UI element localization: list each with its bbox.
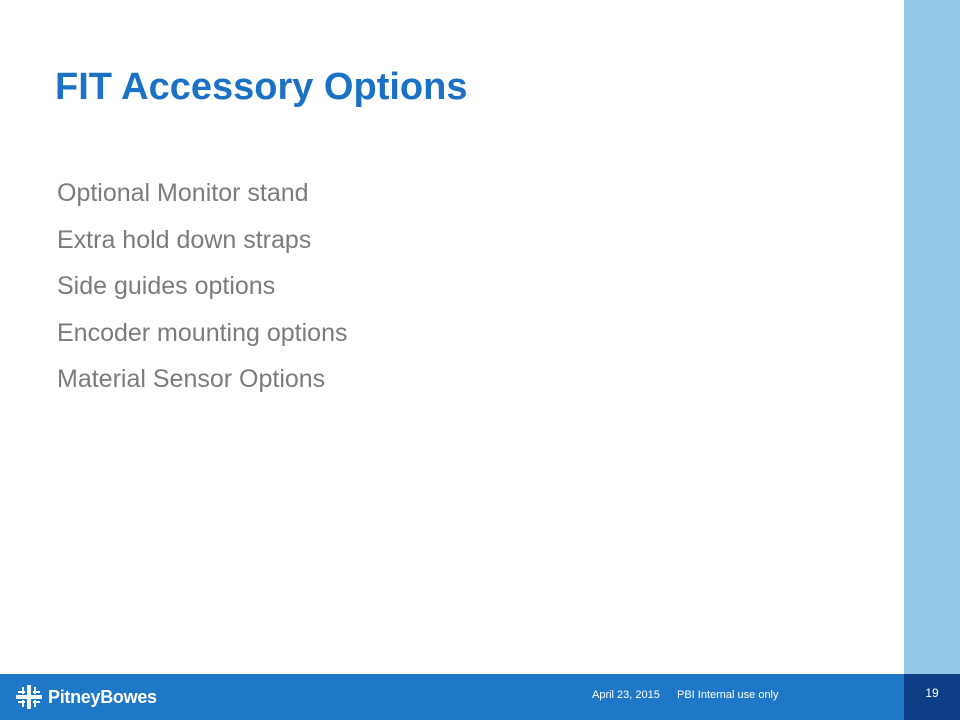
page-number: 19 bbox=[925, 686, 939, 700]
logo-text: PitneyBowes bbox=[48, 686, 157, 707]
footer-date: April 23, 2015 bbox=[592, 689, 660, 701]
bullet-item: Encoder mounting options bbox=[57, 318, 348, 347]
bullet-item: Extra hold down straps bbox=[57, 225, 312, 254]
side-accent-bar bbox=[904, 0, 960, 674]
bullet-item: Side guides options bbox=[57, 272, 276, 300]
bullet-item: Optional Monitor stand bbox=[57, 179, 309, 207]
pitney-bowes-logo-icon bbox=[16, 685, 42, 709]
bullet-item: Material Sensor Options bbox=[57, 365, 326, 393]
company-logo bbox=[16, 685, 157, 709]
slide-title: FIT Accessory Options bbox=[55, 66, 468, 108]
footer-confidentiality-note: PBI Internal use only bbox=[677, 689, 779, 701]
bullet-list bbox=[57, 174, 347, 407]
